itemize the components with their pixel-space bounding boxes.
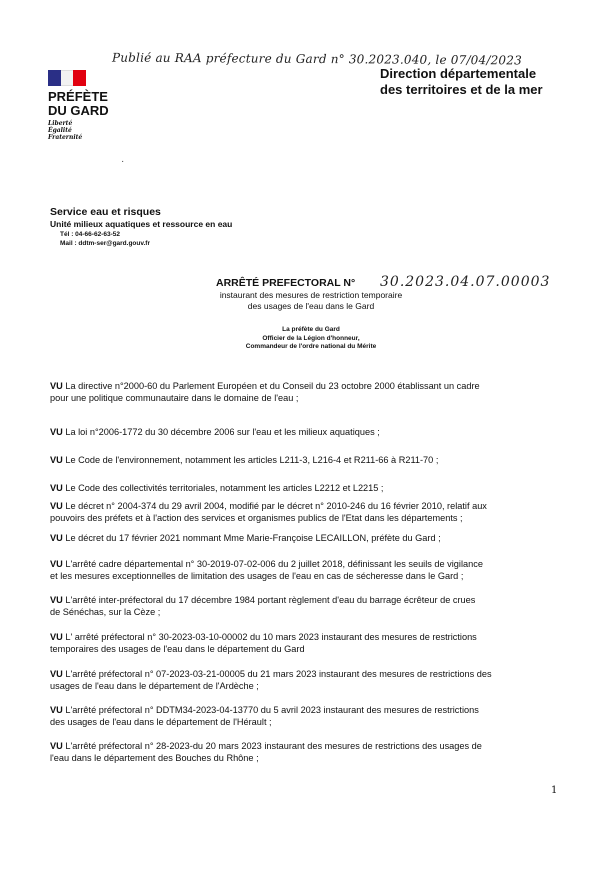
handwritten-arrete-number: 30.2023.04.07.00003 xyxy=(380,274,551,290)
vu-text: Le Code de l'environnement, notamment les articles L211-3, L216-4 et R211-66 à R211-70 ; xyxy=(65,455,439,465)
vu-paragraph xyxy=(50,668,585,692)
vu-keyword: VU xyxy=(50,595,63,605)
prefecture-logo xyxy=(48,70,168,141)
vu-text: Le décret du 17 février 2021 nommant Mme Marie-Françoise LECAILLON, préfète du Gard ; xyxy=(65,533,441,543)
vu-keyword: VU xyxy=(50,705,63,715)
vu-text-continued: pouvoirs des préfets et à l'action des services et organismes publics de l'Etat dans les départements ; xyxy=(50,513,463,523)
vu-text-continued: de Sénéchas, sur la Cèze ; xyxy=(50,607,161,617)
vu-keyword: VU xyxy=(50,427,63,437)
service-block xyxy=(50,206,232,248)
vu-text: L'arrêté inter-préfectoral du 17 décembre 1984 portant règlement d'eau du barrage écrêteur de crues xyxy=(65,595,476,605)
vu-keyword: VU xyxy=(50,483,63,493)
vu-paragraph xyxy=(50,380,585,404)
arrete-title: ARRÊTÉ PREFECTORAL N° xyxy=(216,277,356,289)
vu-paragraph xyxy=(50,631,585,655)
logo-name: PRÉFÈTE DU GARD xyxy=(48,89,109,118)
vu-keyword: VU xyxy=(50,632,63,642)
logo-motto: Liberté Égalité Fraternité xyxy=(48,120,83,141)
vu-text-continued: pour une politique communautaire dans le domaine de l'eau ; xyxy=(50,393,299,403)
vu-paragraph xyxy=(50,532,585,544)
vu-keyword: VU xyxy=(50,533,63,543)
vu-text-continued: l'eau dans le département des Bouches du Rhône ; xyxy=(50,753,259,763)
marianne-flag-icon xyxy=(48,70,86,86)
vu-text-continued: usages de l'eau dans le département de l'Ardèche ; xyxy=(50,681,259,691)
vu-keyword: VU xyxy=(50,455,63,465)
vu-text: Le décret n° 2004-374 du 29 avril 2004, modifié par le décret n° 2010-246 du 16 février 2010, relatif aux xyxy=(65,501,487,511)
vu-text: La directive n°2000-60 du Parlement Européen et du Conseil du 23 octobre 2000 établissant un cadre xyxy=(65,381,480,391)
vu-text-continued: temporaires des usages de l'eau dans le département du Gard xyxy=(50,644,305,654)
vu-paragraph xyxy=(50,500,585,524)
vu-paragraph xyxy=(50,594,585,618)
vu-paragraph xyxy=(50,482,585,494)
vu-paragraph xyxy=(50,454,585,466)
vu-keyword: VU xyxy=(50,559,63,569)
service-phone: Tél : 04-66-62-63-52 xyxy=(60,231,120,238)
vu-keyword: VU xyxy=(50,501,63,511)
vu-keyword: VU xyxy=(50,669,63,679)
vu-text: L' arrêté préfectoral n° 30-2023-03-10-00002 du 10 mars 2023 instaurant des mesures de restrictions xyxy=(65,632,477,642)
page-number: 1 xyxy=(551,785,558,796)
vu-text: La loi n°2006-1772 du 30 décembre 2006 sur l'eau et les milieux aquatiques ; xyxy=(65,427,380,437)
authority-block: La préfète du Gard Officier de la Légion d'honneur, Commandeur de l'ordre national du Mérite xyxy=(245,326,377,350)
vu-text: L'arrêté préfectoral n° DDTM34-2023-04-13770 du 5 avril 2023 instaurant des mesures de restrictions xyxy=(65,705,479,715)
vu-text: L'arrêté préfectoral n° 28-2023-du 20 mars 2023 instaurant des mesures de restrictions des usages de xyxy=(65,741,482,751)
vu-paragraph xyxy=(50,426,585,438)
vu-paragraph xyxy=(50,740,585,764)
vu-keyword: VU xyxy=(50,381,63,391)
vu-paragraph xyxy=(50,558,585,582)
vu-text-continued: des usages de l'eau dans le département de l'Hérault ; xyxy=(50,717,272,727)
handwritten-publication-note: Publié au RAA préfecture du Gard n° 30.2023.040, le 07/04/2023 xyxy=(111,50,523,68)
vu-keyword: VU xyxy=(50,741,63,751)
service-title: Service eau et risques xyxy=(50,206,161,218)
vu-text-continued: et les mesures exceptionnelles de limitation des usages de l'eau en cas de sécheresse dans le Gard ; xyxy=(50,571,464,581)
vu-text: L'arrêté cadre départemental n° 30-2019-07-02-006 du 2 juillet 2018, définissant les seuils de vigilance xyxy=(65,559,483,569)
service-unit: Unité milieux aquatiques et ressource en eau xyxy=(50,219,233,229)
vu-paragraph xyxy=(50,704,585,728)
direction-heading: Direction départementale des territoires et de la mer xyxy=(380,66,543,97)
arrete-subtitle: instaurant des mesures de restriction temporaire des usages de l'eau dans le Gard xyxy=(219,290,403,311)
vu-text: Le Code des collectivités territoriales, notamment les articles L2212 et L2215 ; xyxy=(65,483,384,493)
stray-mark: · xyxy=(121,156,125,167)
service-mail: Mail : ddtm-ser@gard.gouv.fr xyxy=(60,240,151,247)
vu-text: L'arrêté préfectoral n° 07-2023-03-21-00005 du 21 mars 2023 instaurant des mesures de restrictions des xyxy=(65,669,492,679)
